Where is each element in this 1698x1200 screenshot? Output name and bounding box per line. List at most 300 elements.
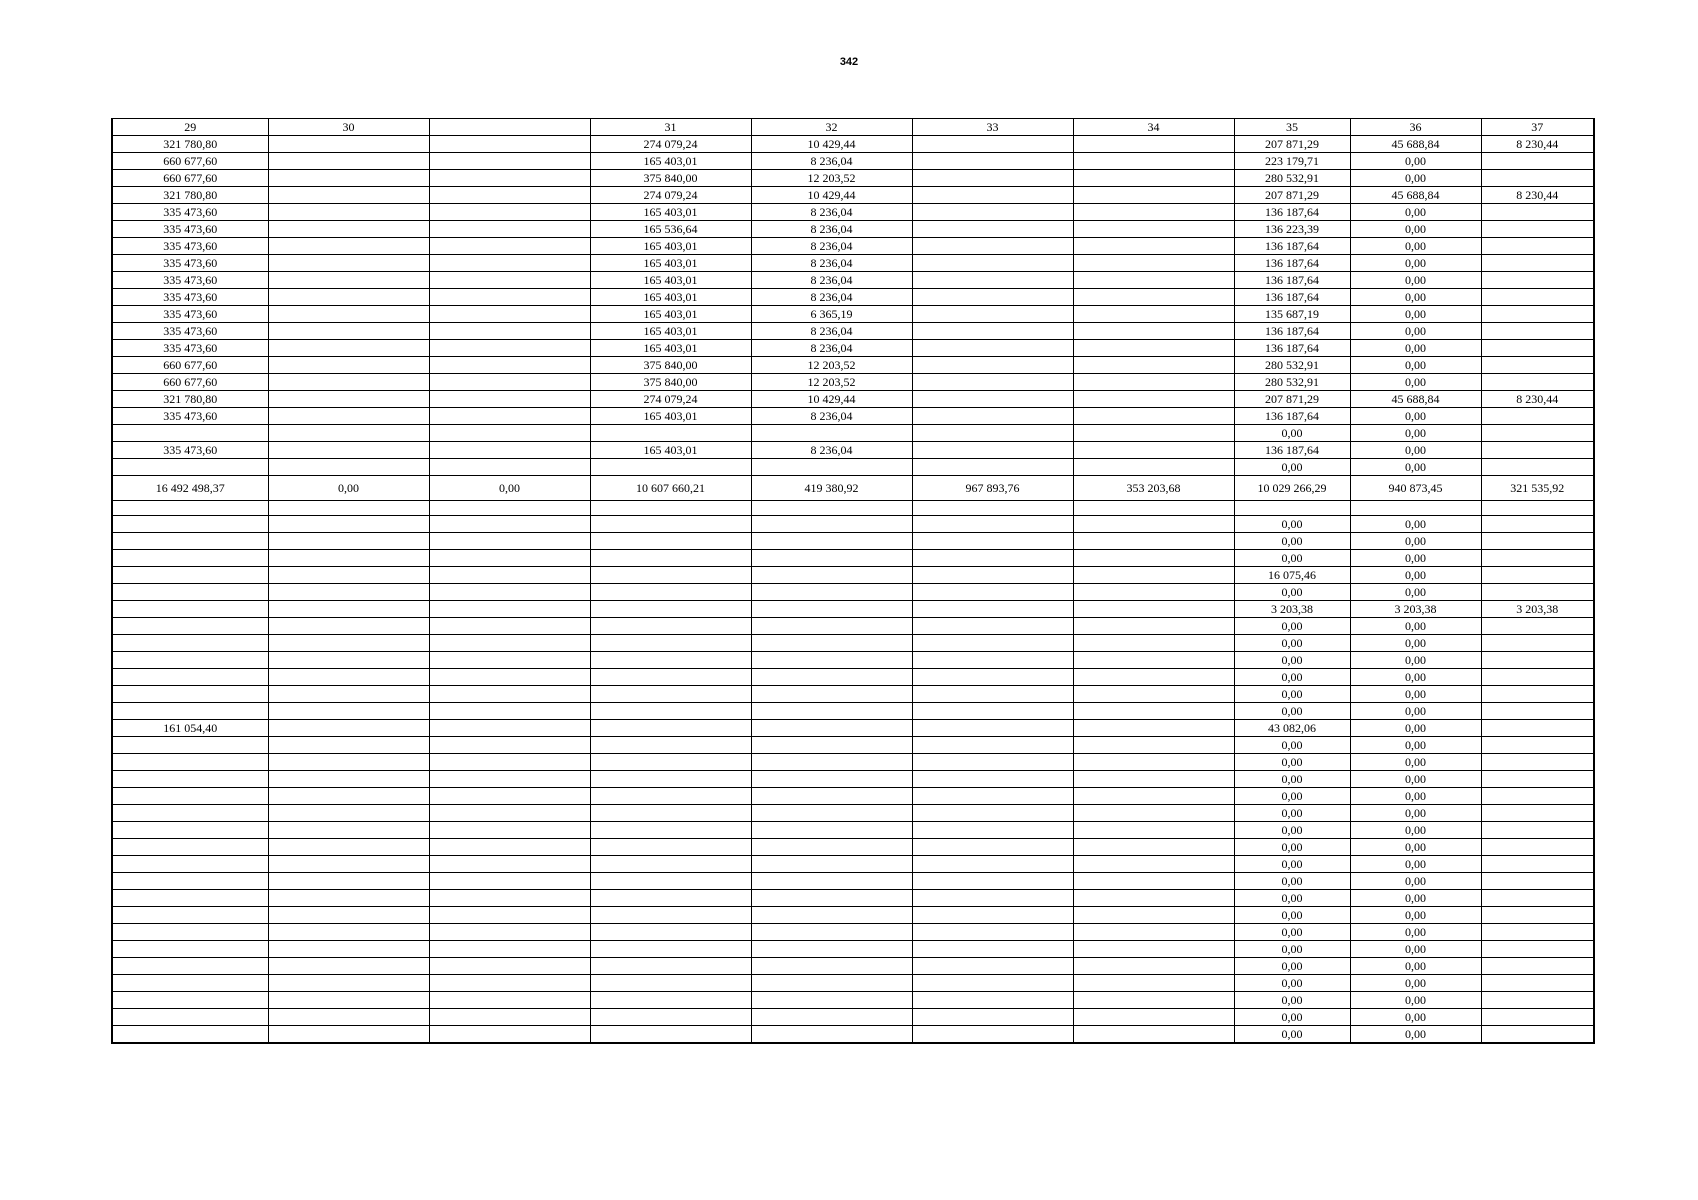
table-cell — [751, 703, 912, 720]
table-cell — [1481, 533, 1594, 550]
table-cell: 43 082,06 — [1234, 720, 1350, 737]
table-cell — [1073, 136, 1234, 153]
table-cell — [1481, 272, 1594, 289]
table-cell — [429, 890, 590, 907]
table-cell — [112, 686, 268, 703]
table-cell — [1350, 501, 1481, 516]
table-cell: 0,00 — [1350, 754, 1481, 771]
table-cell — [429, 306, 590, 323]
table-cell — [912, 289, 1073, 306]
table-cell — [429, 703, 590, 720]
table-cell — [429, 907, 590, 924]
table-cell — [1481, 221, 1594, 238]
table-cell — [1481, 771, 1594, 788]
table-cell — [590, 771, 751, 788]
table-cell: 967 893,76 — [912, 476, 1073, 501]
table-cell — [112, 669, 268, 686]
table-cell: 32 — [751, 119, 912, 136]
table-cell: 161 054,40 — [112, 720, 268, 737]
table-cell — [751, 1026, 912, 1044]
table-row — [112, 941, 1594, 958]
table-row — [112, 856, 1594, 873]
table-cell — [268, 1009, 429, 1026]
table-cell — [429, 516, 590, 533]
table-cell — [268, 635, 429, 652]
table-cell: 0,00 — [1350, 238, 1481, 255]
table-cell — [590, 941, 751, 958]
table-cell: 0,00 — [1234, 669, 1350, 686]
table-cell — [268, 788, 429, 805]
table-cell — [1481, 425, 1594, 442]
table-cell — [1481, 501, 1594, 516]
table-cell — [268, 975, 429, 992]
table-cell — [912, 686, 1073, 703]
table-cell: 419 380,92 — [751, 476, 912, 501]
table-cell: 6 365,19 — [751, 306, 912, 323]
table-cell: 0,00 — [1350, 737, 1481, 754]
table-cell — [112, 1026, 268, 1044]
table-cell — [912, 1009, 1073, 1026]
table-cell — [268, 221, 429, 238]
table-cell — [268, 992, 429, 1009]
table-cell: 335 473,60 — [112, 323, 268, 340]
table-cell — [268, 323, 429, 340]
table-cell — [912, 907, 1073, 924]
table-cell: 8 236,04 — [751, 323, 912, 340]
table-cell: 8 236,04 — [751, 408, 912, 425]
table-cell — [429, 255, 590, 272]
table-cell: 0,00 — [1234, 1026, 1350, 1044]
table-cell: 16 075,46 — [1234, 567, 1350, 584]
table-cell — [912, 272, 1073, 289]
table-cell — [1073, 737, 1234, 754]
table-cell — [912, 153, 1073, 170]
table-cell — [912, 187, 1073, 204]
table-cell — [1073, 323, 1234, 340]
table-cell — [1073, 289, 1234, 306]
table-row — [112, 1009, 1594, 1026]
table-cell — [751, 720, 912, 737]
table-cell: 37 — [1481, 119, 1594, 136]
table-cell: 0,00 — [1234, 805, 1350, 822]
table-cell — [1073, 391, 1234, 408]
table-cell — [590, 425, 751, 442]
table-cell — [429, 1009, 590, 1026]
table-cell: 0,00 — [1234, 924, 1350, 941]
table-cell — [268, 890, 429, 907]
table-cell — [1481, 204, 1594, 221]
table-row — [112, 873, 1594, 890]
table-cell: 0,00 — [1350, 170, 1481, 187]
table-row — [112, 669, 1594, 686]
table-cell: 0,00 — [1350, 374, 1481, 391]
table-cell — [590, 635, 751, 652]
table-cell — [1481, 238, 1594, 255]
table-cell: 0,00 — [1350, 924, 1481, 941]
table-cell: 335 473,60 — [112, 272, 268, 289]
table-cell: 12 203,52 — [751, 374, 912, 391]
table-cell — [268, 873, 429, 890]
table-cell — [590, 754, 751, 771]
table-cell: 0,00 — [1350, 442, 1481, 459]
table-cell: 0,00 — [1350, 669, 1481, 686]
table-cell: 0,00 — [1350, 805, 1481, 822]
table-cell — [112, 652, 268, 669]
table-cell — [268, 567, 429, 584]
table-cell: 335 473,60 — [112, 408, 268, 425]
table-cell — [751, 567, 912, 584]
table-cell: 0,00 — [1350, 255, 1481, 272]
table-cell — [429, 720, 590, 737]
table-cell: 0,00 — [1350, 289, 1481, 306]
table-cell — [112, 873, 268, 890]
table-cell — [751, 856, 912, 873]
table-cell — [1481, 856, 1594, 873]
table-cell: 165 403,01 — [590, 323, 751, 340]
table-cell — [112, 754, 268, 771]
table-cell — [1481, 584, 1594, 601]
table-cell — [751, 958, 912, 975]
table-cell: 0,00 — [1234, 737, 1350, 754]
table-cell — [912, 391, 1073, 408]
table-cell: 0,00 — [1350, 907, 1481, 924]
table-cell — [268, 357, 429, 374]
table-cell — [1481, 754, 1594, 771]
table-cell — [112, 975, 268, 992]
table-cell — [751, 550, 912, 567]
table-cell — [1073, 686, 1234, 703]
table-cell — [429, 289, 590, 306]
table-cell — [751, 907, 912, 924]
table-cell: 660 677,60 — [112, 153, 268, 170]
table-cell — [429, 391, 590, 408]
table-cell — [1073, 856, 1234, 873]
table-cell — [429, 459, 590, 476]
table-cell — [1481, 153, 1594, 170]
table-cell — [429, 567, 590, 584]
table-row — [112, 788, 1594, 805]
table-cell: 0,00 — [1234, 533, 1350, 550]
table-cell — [912, 136, 1073, 153]
table-cell — [1073, 890, 1234, 907]
table-cell: 30 — [268, 119, 429, 136]
table-cell — [429, 992, 590, 1009]
table-cell — [1073, 306, 1234, 323]
table-cell — [912, 822, 1073, 839]
table-cell: 0,00 — [1350, 720, 1481, 737]
table-row — [112, 958, 1594, 975]
table-cell: 0,00 — [1350, 822, 1481, 839]
table-cell: 0,00 — [1350, 873, 1481, 890]
table-cell — [1073, 822, 1234, 839]
table-cell: 0,00 — [1234, 873, 1350, 890]
table-cell — [1073, 516, 1234, 533]
table-cell: 0,00 — [1234, 975, 1350, 992]
table-cell — [112, 584, 268, 601]
table-cell — [1073, 601, 1234, 618]
table-cell — [268, 340, 429, 357]
table-cell: 0,00 — [1350, 703, 1481, 720]
table-cell — [112, 771, 268, 788]
table-cell — [429, 408, 590, 425]
table-cell — [751, 1009, 912, 1026]
table-cell: 335 473,60 — [112, 442, 268, 459]
table-cell — [1481, 907, 1594, 924]
table-cell — [751, 873, 912, 890]
table-cell: 0,00 — [1350, 839, 1481, 856]
table-row — [112, 408, 1594, 425]
table-cell: 165 403,01 — [590, 306, 751, 323]
table-cell — [751, 601, 912, 618]
table-cell — [429, 204, 590, 221]
table-cell — [912, 873, 1073, 890]
table-cell — [751, 771, 912, 788]
table-cell: 335 473,60 — [112, 340, 268, 357]
table-cell — [1481, 567, 1594, 584]
table-cell — [1481, 516, 1594, 533]
table-cell — [912, 856, 1073, 873]
table-cell — [590, 822, 751, 839]
table-cell: 274 079,24 — [590, 136, 751, 153]
table-cell — [1481, 618, 1594, 635]
table-cell — [1073, 567, 1234, 584]
table-cell — [1073, 635, 1234, 652]
table-cell — [590, 601, 751, 618]
table-cell — [751, 686, 912, 703]
table-cell — [268, 856, 429, 873]
table-row — [112, 340, 1594, 357]
table-cell: 0,00 — [1234, 941, 1350, 958]
table-cell: 0,00 — [1350, 992, 1481, 1009]
table-cell — [912, 584, 1073, 601]
table-cell — [112, 805, 268, 822]
table-cell: 0,00 — [1350, 306, 1481, 323]
table-cell — [751, 635, 912, 652]
table-cell: 165 403,01 — [590, 289, 751, 306]
table-cell — [590, 839, 751, 856]
table-cell — [429, 873, 590, 890]
table-cell — [1073, 703, 1234, 720]
table-cell — [1481, 170, 1594, 187]
table-cell — [1073, 153, 1234, 170]
table-cell — [429, 323, 590, 340]
table-cell — [112, 550, 268, 567]
table-cell — [429, 601, 590, 618]
table-cell — [1073, 754, 1234, 771]
table-cell — [1073, 221, 1234, 238]
table-cell — [912, 958, 1073, 975]
table-cell — [112, 601, 268, 618]
table-cell — [1481, 652, 1594, 669]
table-cell — [1073, 408, 1234, 425]
table-cell: 135 687,19 — [1234, 306, 1350, 323]
table-cell: 29 — [112, 119, 268, 136]
table-cell: 0,00 — [1350, 890, 1481, 907]
table-cell — [268, 839, 429, 856]
table-cell — [268, 501, 429, 516]
table-cell: 335 473,60 — [112, 306, 268, 323]
table-cell: 165 403,01 — [590, 204, 751, 221]
table-cell: 8 236,04 — [751, 238, 912, 255]
table-cell: 10 029 266,29 — [1234, 476, 1350, 501]
table-cell — [1481, 890, 1594, 907]
table-cell: 0,00 — [1234, 618, 1350, 635]
table-cell — [912, 238, 1073, 255]
table-cell — [268, 686, 429, 703]
table-cell: 165 403,01 — [590, 340, 751, 357]
table-row — [112, 272, 1594, 289]
table-cell — [912, 992, 1073, 1009]
table-cell — [1481, 550, 1594, 567]
table-row — [112, 187, 1594, 204]
table-row — [112, 289, 1594, 306]
table-cell — [590, 924, 751, 941]
table-cell: 0,00 — [1350, 975, 1481, 992]
table-cell: 0,00 — [1350, 1009, 1481, 1026]
table-cell: 8 236,04 — [751, 204, 912, 221]
table-cell: 3 203,38 — [1350, 601, 1481, 618]
table-cell: 136 187,64 — [1234, 289, 1350, 306]
table-cell — [429, 272, 590, 289]
table-cell: 35 — [1234, 119, 1350, 136]
table-row — [112, 771, 1594, 788]
table-cell — [268, 442, 429, 459]
table-cell — [268, 391, 429, 408]
table-cell — [590, 907, 751, 924]
table-cell: 0,00 — [1234, 788, 1350, 805]
table-cell: 136 187,64 — [1234, 408, 1350, 425]
table-cell — [429, 153, 590, 170]
table-row — [112, 822, 1594, 839]
table-cell — [429, 652, 590, 669]
table-cell — [268, 669, 429, 686]
table-cell — [912, 255, 1073, 272]
table-row — [112, 754, 1594, 771]
table-cell — [590, 856, 751, 873]
table-cell: 0,00 — [1234, 635, 1350, 652]
table-cell — [429, 788, 590, 805]
table-cell: 165 536,64 — [590, 221, 751, 238]
table-cell — [429, 618, 590, 635]
table-cell: 274 079,24 — [590, 391, 751, 408]
table-cell — [912, 567, 1073, 584]
table-cell: 136 187,64 — [1234, 272, 1350, 289]
table-cell — [268, 924, 429, 941]
table-cell — [112, 516, 268, 533]
table-cell — [751, 516, 912, 533]
table-cell — [1481, 839, 1594, 856]
table-cell — [1073, 501, 1234, 516]
table-cell: 0,00 — [1350, 1026, 1481, 1044]
table-cell — [1481, 669, 1594, 686]
table-cell — [429, 550, 590, 567]
table-cell — [1073, 459, 1234, 476]
table-cell — [268, 187, 429, 204]
table-row — [112, 357, 1594, 374]
table-cell — [429, 975, 590, 992]
table-cell — [751, 425, 912, 442]
table-row — [112, 153, 1594, 170]
table-row — [112, 221, 1594, 238]
table-cell — [1073, 1026, 1234, 1044]
table-cell: 34 — [1073, 119, 1234, 136]
table-cell — [268, 255, 429, 272]
table-cell — [429, 737, 590, 754]
table-cell — [751, 924, 912, 941]
table-cell — [912, 635, 1073, 652]
table-cell — [268, 272, 429, 289]
table-cell — [751, 754, 912, 771]
table-cell: 33 — [912, 119, 1073, 136]
table-cell: 165 403,01 — [590, 408, 751, 425]
table-cell — [912, 550, 1073, 567]
table-cell — [912, 374, 1073, 391]
table-cell — [112, 1009, 268, 1026]
total-row — [112, 476, 1594, 501]
table-cell: 10 607 660,21 — [590, 476, 751, 501]
table-row — [112, 306, 1594, 323]
table-row — [112, 805, 1594, 822]
table-row — [112, 839, 1594, 856]
table-cell — [912, 805, 1073, 822]
table-cell — [1073, 805, 1234, 822]
table-row — [112, 618, 1594, 635]
table-cell — [590, 501, 751, 516]
table-cell: 8 236,04 — [751, 153, 912, 170]
table-cell: 8 236,04 — [751, 255, 912, 272]
table-cell — [1481, 1009, 1594, 1026]
table-cell: 375 840,00 — [590, 170, 751, 187]
table-cell — [751, 533, 912, 550]
table-cell: 660 677,60 — [112, 170, 268, 187]
table-cell — [112, 533, 268, 550]
table-row — [112, 136, 1594, 153]
table-cell — [590, 805, 751, 822]
table-cell — [112, 924, 268, 941]
table-cell: 0,00 — [1234, 754, 1350, 771]
table-cell: 0,00 — [1234, 958, 1350, 975]
table-cell: 207 871,29 — [1234, 391, 1350, 408]
table-cell — [1073, 255, 1234, 272]
table-cell — [112, 941, 268, 958]
table-cell — [112, 856, 268, 873]
table-cell — [912, 533, 1073, 550]
table-cell: 165 403,01 — [590, 272, 751, 289]
table-cell: 321 780,80 — [112, 391, 268, 408]
header-row — [112, 119, 1594, 136]
table-row — [112, 459, 1594, 476]
table-cell — [590, 652, 751, 669]
table-cell — [112, 501, 268, 516]
table-cell — [1073, 720, 1234, 737]
table-row — [112, 737, 1594, 754]
table-cell: 0,00 — [1350, 856, 1481, 873]
table-cell — [912, 204, 1073, 221]
table-cell — [429, 635, 590, 652]
table-cell — [268, 1026, 429, 1044]
table-row — [112, 703, 1594, 720]
table-cell: 375 840,00 — [590, 374, 751, 391]
table-cell: 0,00 — [1234, 652, 1350, 669]
table-row — [112, 890, 1594, 907]
table-row — [112, 533, 1594, 550]
table-cell: 0,00 — [1234, 907, 1350, 924]
table-cell — [751, 890, 912, 907]
table-cell — [268, 618, 429, 635]
table-cell: 0,00 — [1350, 771, 1481, 788]
table-cell — [112, 788, 268, 805]
table-cell — [912, 754, 1073, 771]
